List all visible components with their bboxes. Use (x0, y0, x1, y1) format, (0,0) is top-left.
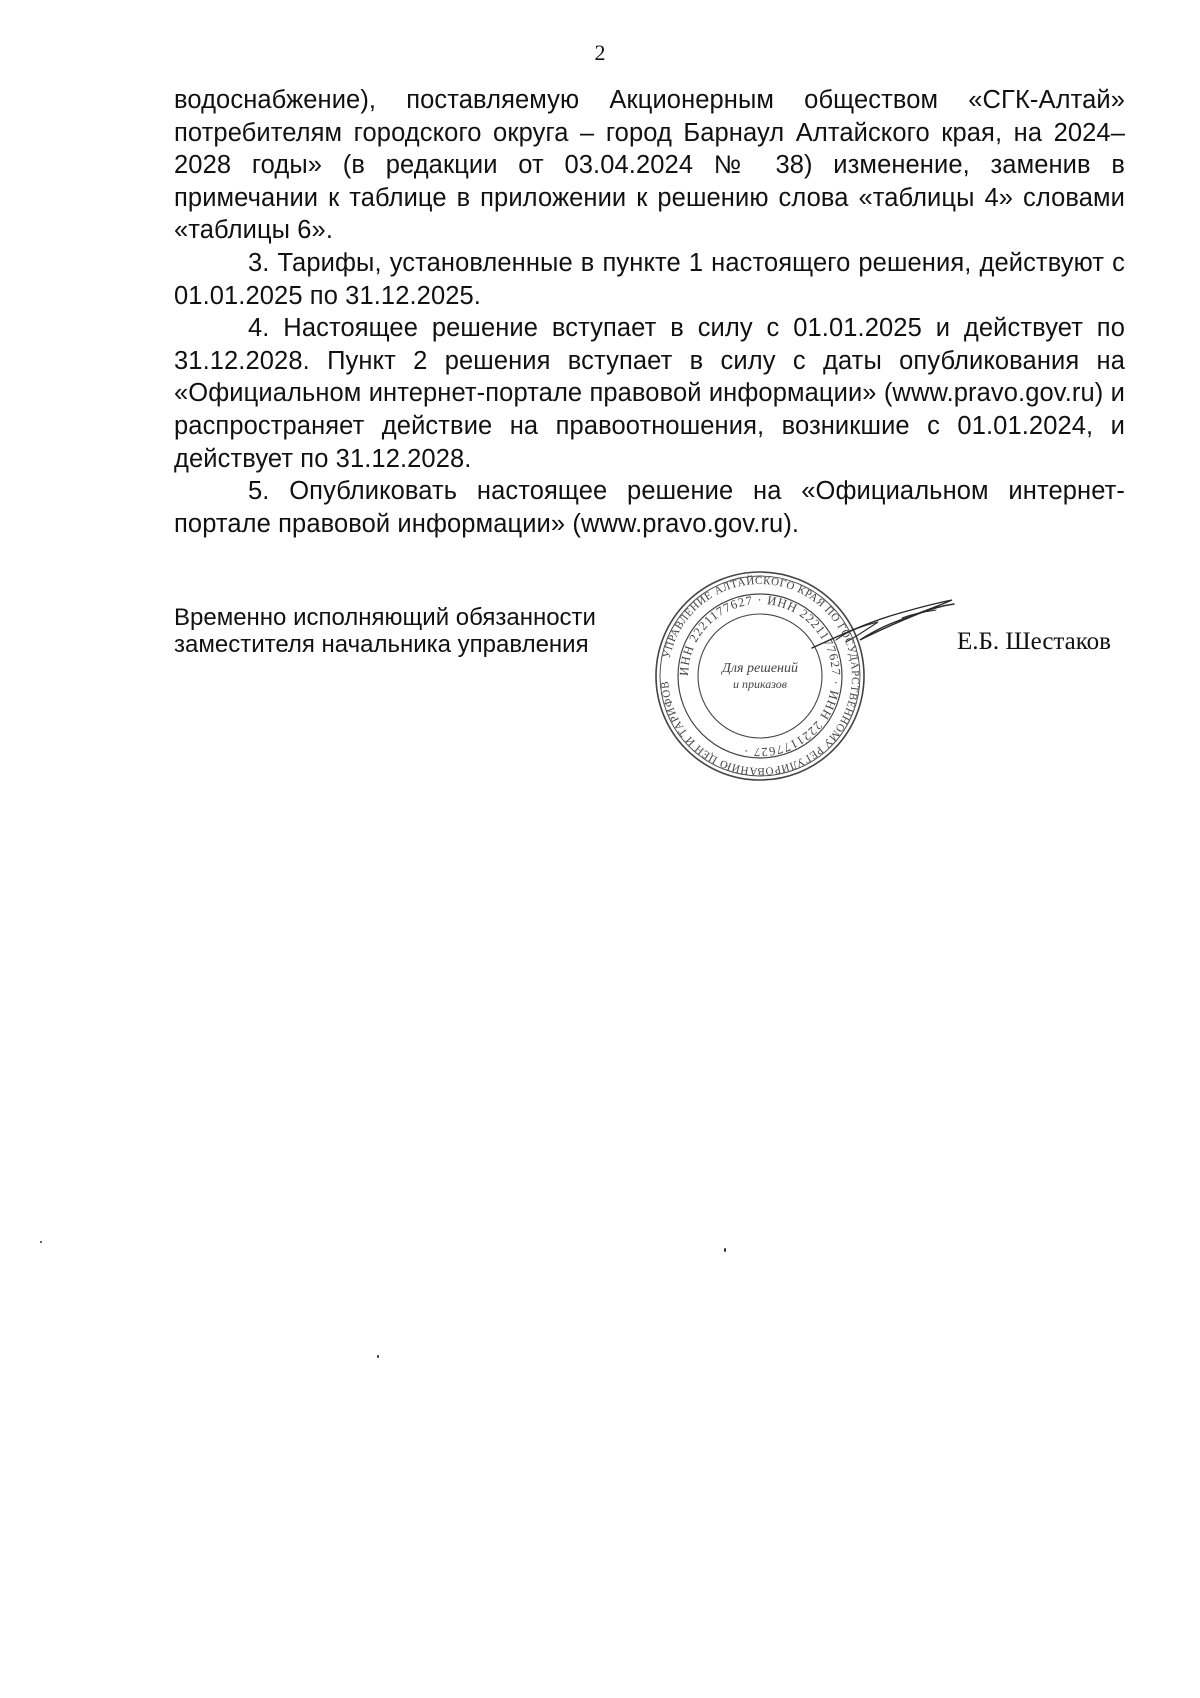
signatory-position-line-1: Временно исполняющий обязанности (174, 604, 596, 631)
page-number: 2 (594, 40, 606, 65)
document-body (174, 84, 1125, 540)
handwritten-signature (806, 596, 960, 654)
paragraph-continuation: водоснабжение), поставляемую Акционерным обществом «СГК-Алтай» потребителям городского округа – город Барнаул Алтайского края, на 2024–2028 годы» (в редакции от 03.04.2024 № 38) изменение, заменив в примечании к таблице в приложении к решению слова «таблицы 4» словами «таблицы 6». (174, 86, 1125, 245)
scan-speck (724, 1248, 726, 1252)
paragraph-5: 5. Опубликовать настоящее решение на «Официальном интернет-портале правовой информации» (www.pravo.gov.ru). (174, 477, 1125, 538)
paragraph-4: 4. Настоящее решение вступает в силу с 01.01.2025 и действует по 31.12.2028. Пункт 2 решения вступает в силу с даты опубликования на «Официальном интернет-портале правовой информации» (www.pravo.gov.ru) и распространяет действие на правоотношения, возникшие с 01.01.2024, и действует по 31.12.2028. (174, 314, 1125, 473)
signatory-position (174, 604, 596, 658)
signatory-name: Е.Б. Шестаков (957, 628, 1111, 655)
seal-center-line-1: Для решений (722, 661, 798, 676)
signatory-position-line-2: заместителя начальника управления (174, 631, 589, 658)
seal-inner-text: ИНН 2221177627 · ИНН 2221177627 · ИНН 2221177627 · (676, 592, 844, 760)
scan-speck (40, 1241, 42, 1243)
scan-speck (377, 1355, 379, 1358)
seal-center-line-2: и приказов (732, 677, 788, 691)
paragraph-3: 3. Тарифы, установленные в пункте 1 настоящего решения, действуют с 01.01.2025 по 31.12.2025. (174, 248, 1125, 310)
seal-outer-text: УПРАВЛЕНИЕ АЛТАЙСКОГО КРАЯ ПО ГОСУДАРСТВЕННОМУ РЕГУЛИРОВАНИЮ ЦЕН И ТАРИФОВ (659, 574, 862, 778)
